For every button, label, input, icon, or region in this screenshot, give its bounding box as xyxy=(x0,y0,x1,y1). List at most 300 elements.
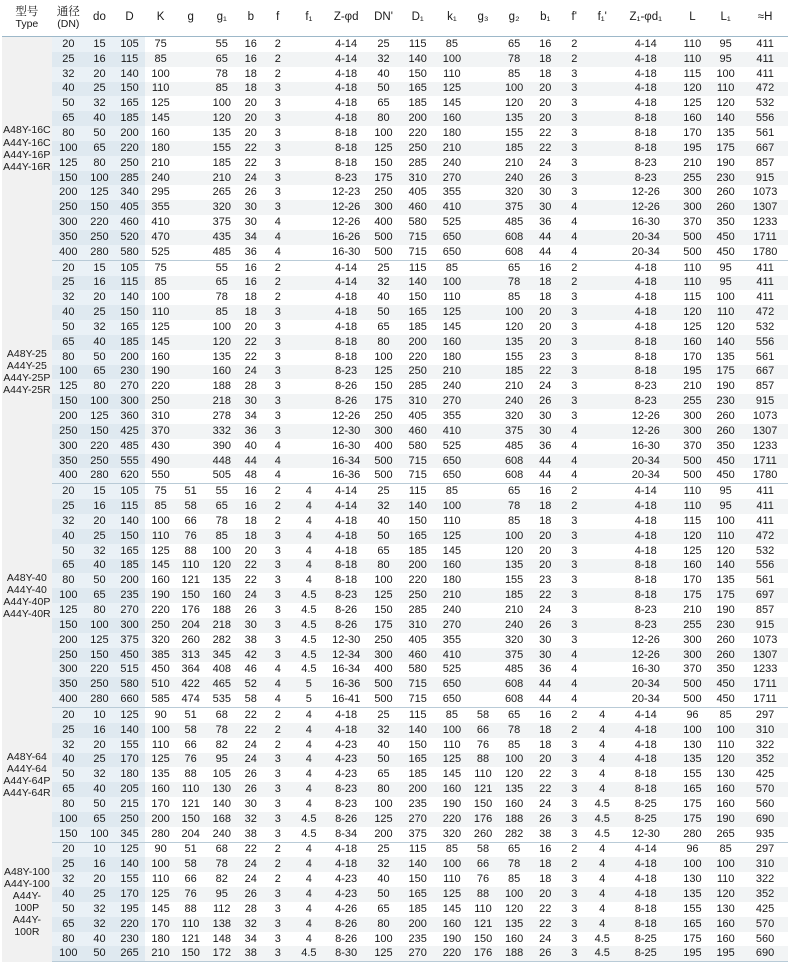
cell-b: 20 xyxy=(238,126,263,141)
cell-dn: 20 xyxy=(52,484,85,499)
cell-b: 24 xyxy=(238,857,263,872)
cell-L: 130 xyxy=(676,872,709,887)
cell-g1: 100 xyxy=(205,544,238,559)
cell-L: 155 xyxy=(676,902,709,917)
cell-dn: 80 xyxy=(52,350,85,365)
cell-g xyxy=(176,305,205,320)
cell-f: 2 xyxy=(263,499,292,514)
cell-z1-phi-d1: 4-18 xyxy=(616,887,676,902)
cell-z1-phi-d1: 12-30 xyxy=(616,827,676,842)
cell-H: 352 xyxy=(742,753,788,768)
cell-dn-prime: 250 xyxy=(367,409,400,424)
cell-g2: 65 xyxy=(498,707,531,722)
table-row xyxy=(2,82,788,97)
cell-dn-prime: 50 xyxy=(367,753,400,768)
cell-f1-prime xyxy=(589,424,616,439)
cell-dn: 80 xyxy=(52,126,85,141)
cell-D1: 250 xyxy=(400,365,435,380)
cell-dn-prime: 125 xyxy=(367,812,400,827)
table-row xyxy=(2,887,788,902)
cell-D: 125 xyxy=(114,707,145,722)
cell-f1 xyxy=(292,185,325,200)
cell-d0: 220 xyxy=(85,662,114,677)
cell-dn: 20 xyxy=(52,37,85,52)
cell-D: 150 xyxy=(114,529,145,544)
cell-D1: 140 xyxy=(400,857,435,872)
model-group xyxy=(2,37,788,261)
cell-f1 xyxy=(292,82,325,97)
cell-z-phi-d: 8-18 xyxy=(325,141,366,156)
cell-z-phi-d: 4-18 xyxy=(325,707,366,722)
cell-z-phi-d: 4-14 xyxy=(325,276,366,291)
cell-b1: 24 xyxy=(531,932,560,947)
cell-b1: 44 xyxy=(531,468,560,483)
cell-dn: 25 xyxy=(52,52,85,67)
cell-f1 xyxy=(292,111,325,126)
table-row xyxy=(2,141,788,156)
cell-f: 2 xyxy=(263,276,292,291)
cell-z1-phi-d1: 20-34 xyxy=(616,454,676,469)
cell-f: 4 xyxy=(263,677,292,692)
cell-f-prime: 3 xyxy=(560,946,589,961)
table-row xyxy=(2,588,788,603)
cell-b: 48 xyxy=(238,468,263,483)
cell-g: 51 xyxy=(176,484,205,499)
cell-dn: 65 xyxy=(52,559,85,574)
cell-k1: 145 xyxy=(435,767,468,782)
cell-f1-prime: 4 xyxy=(589,902,616,917)
cell-f1 xyxy=(292,276,325,291)
cell-K: 450 xyxy=(145,662,176,677)
cell-L1: 120 xyxy=(709,96,742,111)
cell-L: 370 xyxy=(676,662,709,677)
cell-z1-phi-d1: 4-18 xyxy=(616,290,676,305)
cell-dn-prime: 80 xyxy=(367,917,400,932)
cell-b: 18 xyxy=(238,514,263,529)
cell-z-phi-d: 8-23 xyxy=(325,588,366,603)
header-f xyxy=(263,0,292,37)
cell-f: 3 xyxy=(263,559,292,574)
cell-f: 3 xyxy=(263,573,292,588)
cell-d0: 65 xyxy=(85,812,114,827)
cell-g1: 435 xyxy=(205,230,238,245)
cell-z1-phi-d1: 8-18 xyxy=(616,111,676,126)
cell-D: 115 xyxy=(114,52,145,67)
cell-f: 3 xyxy=(263,141,292,156)
cell-g3: 150 xyxy=(469,797,498,812)
cell-z-phi-d: 4-14 xyxy=(325,52,366,67)
cell-D: 170 xyxy=(114,753,145,768)
cell-g: 150 xyxy=(176,588,205,603)
cell-D: 165 xyxy=(114,96,145,111)
table-row xyxy=(2,215,788,230)
table-row xyxy=(2,812,788,827)
cell-L1: 230 xyxy=(709,171,742,186)
cell-z1-phi-d1: 20-34 xyxy=(616,692,676,707)
cell-g2: 320 xyxy=(498,633,531,648)
cell-D: 220 xyxy=(114,917,145,932)
cell-K: 320 xyxy=(145,633,176,648)
cell-k1: 650 xyxy=(435,230,468,245)
cell-D1: 220 xyxy=(400,126,435,141)
cell-f1: 4 xyxy=(292,514,325,529)
cell-L1: 100 xyxy=(709,857,742,872)
cell-z1-phi-d1: 8-18 xyxy=(616,782,676,797)
table-row xyxy=(2,499,788,514)
cell-f: 2 xyxy=(263,514,292,529)
cell-k1: 240 xyxy=(435,379,468,394)
cell-D1: 310 xyxy=(400,171,435,186)
cell-g: 76 xyxy=(176,529,205,544)
cell-d0: 80 xyxy=(85,603,114,618)
cell-f1-prime: 4.5 xyxy=(589,946,616,961)
cell-L1: 120 xyxy=(709,320,742,335)
cell-K: 180 xyxy=(145,932,176,947)
cell-b: 22 xyxy=(238,842,263,857)
cell-L: 130 xyxy=(676,738,709,753)
cell-d0: 65 xyxy=(85,365,114,380)
cell-K: 385 xyxy=(145,648,176,663)
cell-K: 240 xyxy=(145,171,176,186)
cell-g xyxy=(176,126,205,141)
cell-g1: 85 xyxy=(205,529,238,544)
cell-g1: 78 xyxy=(205,723,238,738)
cell-dn-prime: 300 xyxy=(367,200,400,215)
cell-k1: 110 xyxy=(435,514,468,529)
cell-k1: 125 xyxy=(435,887,468,902)
cell-b1: 18 xyxy=(531,499,560,514)
cell-k1: 160 xyxy=(435,559,468,574)
cell-K: 100 xyxy=(145,723,176,738)
cell-K: 125 xyxy=(145,887,176,902)
cell-f-prime: 3 xyxy=(560,111,589,126)
cell-f-prime: 4 xyxy=(560,662,589,677)
cell-g: 88 xyxy=(176,544,205,559)
cell-D1: 200 xyxy=(400,335,435,350)
cell-k1: 85 xyxy=(435,842,468,857)
cell-d0: 80 xyxy=(85,379,114,394)
cell-H: 310 xyxy=(742,857,788,872)
cell-b: 24 xyxy=(238,753,263,768)
cell-dn-prime: 150 xyxy=(367,379,400,394)
cell-k1: 85 xyxy=(435,37,468,52)
cell-b: 20 xyxy=(238,544,263,559)
cell-L: 500 xyxy=(676,245,709,260)
cell-g1: 278 xyxy=(205,409,238,424)
cell-g1: 105 xyxy=(205,767,238,782)
cell-f1: 4 xyxy=(292,753,325,768)
cell-b: 16 xyxy=(238,260,263,275)
cell-b: 26 xyxy=(238,185,263,200)
cell-L: 175 xyxy=(676,932,709,947)
cell-b1: 22 xyxy=(531,365,560,380)
cell-L: 110 xyxy=(676,52,709,67)
cell-g1: 85 xyxy=(205,82,238,97)
header-label: D₁ xyxy=(411,11,424,24)
cell-f-prime: 3 xyxy=(560,335,589,350)
cell-g2: 608 xyxy=(498,454,531,469)
cell-K: 125 xyxy=(145,96,176,111)
cell-dn: 20 xyxy=(52,260,85,275)
cell-dn-prime: 32 xyxy=(367,857,400,872)
cell-g: 110 xyxy=(176,782,205,797)
cell-f-prime: 4 xyxy=(560,692,589,707)
cell-dn: 250 xyxy=(52,648,85,663)
cell-z1-phi-d1: 4-18 xyxy=(616,260,676,275)
cell-f1: 4 xyxy=(292,902,325,917)
cell-g3 xyxy=(469,499,498,514)
cell-D: 265 xyxy=(114,946,145,961)
cell-g: 66 xyxy=(176,872,205,887)
cell-L1: 120 xyxy=(709,753,742,768)
cell-L: 120 xyxy=(676,305,709,320)
cell-K: 160 xyxy=(145,350,176,365)
cell-b1: 44 xyxy=(531,692,560,707)
cell-L: 255 xyxy=(676,618,709,633)
header-label: do xyxy=(93,11,106,24)
cell-D: 555 xyxy=(114,454,145,469)
cell-b1: 20 xyxy=(531,305,560,320)
cell-f: 3 xyxy=(263,917,292,932)
cell-D: 520 xyxy=(114,230,145,245)
cell-z1-phi-d1: 12-26 xyxy=(616,185,676,200)
cell-d0: 50 xyxy=(85,126,114,141)
cell-D: 360 xyxy=(114,409,145,424)
cell-b1: 26 xyxy=(531,946,560,961)
header-label: K xyxy=(156,11,165,24)
header-z1-phi-d1 xyxy=(616,0,676,37)
cell-z-phi-d: 8-23 xyxy=(325,782,366,797)
cell-L1: 190 xyxy=(709,379,742,394)
cell-L: 135 xyxy=(676,753,709,768)
cell-L1: 140 xyxy=(709,111,742,126)
cell-b1: 18 xyxy=(531,67,560,82)
cell-L: 210 xyxy=(676,603,709,618)
cell-f: 4 xyxy=(263,662,292,677)
cell-D1: 460 xyxy=(400,424,435,439)
cell-D: 300 xyxy=(114,394,145,409)
cell-f1-prime: 4 xyxy=(589,887,616,902)
cell-dn: 32 xyxy=(52,514,85,529)
cell-H: 667 xyxy=(742,141,788,156)
cell-d0: 50 xyxy=(85,350,114,365)
cell-dn: 50 xyxy=(52,902,85,917)
cell-L: 300 xyxy=(676,424,709,439)
cell-z1-phi-d1: 8-18 xyxy=(616,126,676,141)
table-row xyxy=(2,544,788,559)
table-row xyxy=(2,842,788,857)
cell-f1 xyxy=(292,335,325,350)
cell-z-phi-d: 4-18 xyxy=(325,320,366,335)
cell-f: 3 xyxy=(263,946,292,961)
cell-z-phi-d: 12-23 xyxy=(325,185,366,200)
cell-z1-phi-d1: 4-14 xyxy=(616,484,676,499)
cell-z1-phi-d1: 8-18 xyxy=(616,588,676,603)
cell-L1: 450 xyxy=(709,245,742,260)
cell-H: 1307 xyxy=(742,424,788,439)
cell-z-phi-d: 4-18 xyxy=(325,305,366,320)
cell-g3: 88 xyxy=(469,753,498,768)
cell-k1: 180 xyxy=(435,126,468,141)
cell-g3: 110 xyxy=(469,767,498,782)
header-H xyxy=(742,0,788,37)
cell-f-prime: 3 xyxy=(560,559,589,574)
cell-b1: 18 xyxy=(531,290,560,305)
cell-f1: 4 xyxy=(292,738,325,753)
cell-f1: 4 xyxy=(292,484,325,499)
cell-b: 22 xyxy=(238,335,263,350)
cell-z-phi-d: 4-18 xyxy=(325,842,366,857)
table-row xyxy=(2,156,788,171)
cell-dn-prime: 175 xyxy=(367,171,400,186)
cell-g2: 85 xyxy=(498,67,531,82)
cell-K: 100 xyxy=(145,514,176,529)
cell-g1: 135 xyxy=(205,126,238,141)
cell-D: 375 xyxy=(114,633,145,648)
header-f-prime xyxy=(560,0,589,37)
table-row xyxy=(2,648,788,663)
header-dn xyxy=(52,0,85,37)
cell-g2: 608 xyxy=(498,677,531,692)
cell-g2: 100 xyxy=(498,753,531,768)
cell-D1: 460 xyxy=(400,200,435,215)
cell-g1: 155 xyxy=(205,141,238,156)
cell-f: 2 xyxy=(263,723,292,738)
cell-L: 500 xyxy=(676,230,709,245)
cell-f1-prime xyxy=(589,200,616,215)
cell-D1: 140 xyxy=(400,52,435,67)
cell-g2: 160 xyxy=(498,797,531,812)
cell-D1: 715 xyxy=(400,677,435,692)
cell-z-phi-d: 4-23 xyxy=(325,872,366,887)
cell-f1-prime xyxy=(589,662,616,677)
cell-f-prime: 2 xyxy=(560,857,589,872)
cell-D1: 715 xyxy=(400,230,435,245)
cell-f1-prime xyxy=(589,215,616,230)
header-label: f xyxy=(276,11,280,24)
cell-k1: 85 xyxy=(435,707,468,722)
cell-k1: 100 xyxy=(435,723,468,738)
cell-dn-prime: 80 xyxy=(367,559,400,574)
cell-g2: 375 xyxy=(498,200,531,215)
table-row xyxy=(2,797,788,812)
cell-d0: 25 xyxy=(85,887,114,902)
cell-d0: 20 xyxy=(85,514,114,529)
cell-L: 300 xyxy=(676,200,709,215)
cell-f-prime: 3 xyxy=(560,96,589,111)
cell-dn: 100 xyxy=(52,812,85,827)
cell-f1-prime xyxy=(589,394,616,409)
cell-b: 28 xyxy=(238,902,263,917)
cell-b1: 20 xyxy=(531,111,560,126)
cell-f1 xyxy=(292,365,325,380)
cell-K: 90 xyxy=(145,707,176,722)
cell-b: 26 xyxy=(238,782,263,797)
table-row xyxy=(2,379,788,394)
cell-g1: 120 xyxy=(205,335,238,350)
cell-L: 100 xyxy=(676,723,709,738)
cell-D1: 165 xyxy=(400,82,435,97)
cell-dn-prime: 500 xyxy=(367,677,400,692)
cell-g2: 188 xyxy=(498,946,531,961)
cell-dn-prime: 40 xyxy=(367,738,400,753)
cell-dn-prime: 50 xyxy=(367,887,400,902)
cell-f-prime: 3 xyxy=(560,290,589,305)
cell-K: 295 xyxy=(145,185,176,200)
cell-z-phi-d: 8-18 xyxy=(325,573,366,588)
cell-K: 525 xyxy=(145,245,176,260)
cell-k1: 85 xyxy=(435,260,468,275)
header-label: b₁ xyxy=(540,11,551,24)
cell-L1: 260 xyxy=(709,633,742,648)
cell-D: 270 xyxy=(114,379,145,394)
cell-L: 125 xyxy=(676,96,709,111)
cell-g2: 65 xyxy=(498,842,531,857)
cell-g: 313 xyxy=(176,648,205,663)
cell-K: 75 xyxy=(145,260,176,275)
header-f1-prime xyxy=(589,0,616,37)
cell-g1: 188 xyxy=(205,379,238,394)
cell-D1: 150 xyxy=(400,872,435,887)
cell-dn-prime: 175 xyxy=(367,618,400,633)
cell-f: 3 xyxy=(263,171,292,186)
cell-dn: 65 xyxy=(52,335,85,350)
cell-g2: 240 xyxy=(498,171,531,186)
cell-f1: 5 xyxy=(292,677,325,692)
cell-b: 16 xyxy=(238,276,263,291)
cell-z1-phi-d1: 4-18 xyxy=(616,276,676,291)
cell-dn: 400 xyxy=(52,245,85,260)
cell-dn: 50 xyxy=(52,320,85,335)
cell-dn: 150 xyxy=(52,827,85,842)
cell-b1: 36 xyxy=(531,215,560,230)
cell-g xyxy=(176,156,205,171)
cell-k1: 110 xyxy=(435,67,468,82)
cell-b1: 20 xyxy=(531,544,560,559)
cell-f1-prime: 4.5 xyxy=(589,797,616,812)
cell-D: 155 xyxy=(114,872,145,887)
cell-f-prime: 2 xyxy=(560,37,589,52)
cell-dn-prime: 300 xyxy=(367,648,400,663)
cell-L1: 85 xyxy=(709,842,742,857)
cell-k1: 190 xyxy=(435,932,468,947)
cell-f-prime: 2 xyxy=(560,52,589,67)
header-f1 xyxy=(292,0,325,37)
cell-z-phi-d: 8-26 xyxy=(325,603,366,618)
cell-dn: 150 xyxy=(52,394,85,409)
cell-f: 3 xyxy=(263,529,292,544)
cell-g1: 160 xyxy=(205,588,238,603)
cell-f1-prime xyxy=(589,141,616,156)
cell-g3 xyxy=(469,529,498,544)
cell-f-prime: 3 xyxy=(560,603,589,618)
cell-d0: 150 xyxy=(85,648,114,663)
cell-L1: 195 xyxy=(709,946,742,961)
cell-f-prime: 2 xyxy=(560,484,589,499)
cell-H: 857 xyxy=(742,156,788,171)
cell-g3 xyxy=(469,394,498,409)
cell-b: 18 xyxy=(238,305,263,320)
cell-z1-phi-d1: 8-23 xyxy=(616,603,676,618)
cell-f1: 4 xyxy=(292,559,325,574)
cell-g3 xyxy=(469,677,498,692)
cell-K: 160 xyxy=(145,782,176,797)
cell-g2: 155 xyxy=(498,350,531,365)
cell-L1: 450 xyxy=(709,677,742,692)
cell-b1: 18 xyxy=(531,514,560,529)
cell-b: 20 xyxy=(238,320,263,335)
cell-g2: 282 xyxy=(498,827,531,842)
